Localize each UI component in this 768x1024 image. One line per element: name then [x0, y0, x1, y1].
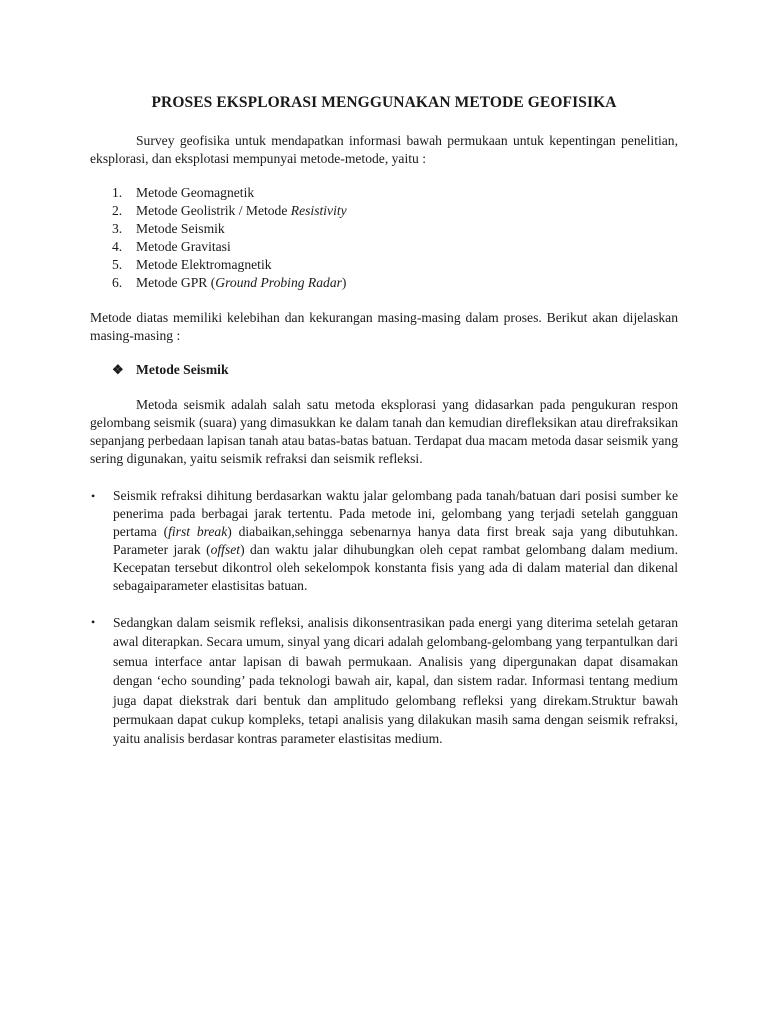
- list-number: 3.: [112, 221, 123, 236]
- diamond-bullet-icon: ❖: [112, 362, 124, 377]
- bullet-dot-icon: •: [91, 615, 96, 629]
- method-label: Metode Gravitasi: [136, 239, 231, 254]
- method-label-italic: Resistivity: [290, 203, 347, 218]
- list-number: 2.: [112, 203, 123, 218]
- section-heading-text: Metode Seismik: [136, 362, 229, 377]
- document-page: [90, 94, 678, 749]
- method-item: [112, 238, 678, 256]
- list-number: 1.: [112, 185, 123, 200]
- method-item: [112, 220, 678, 238]
- method-label: Metode Seismik: [136, 221, 225, 236]
- list-number: 5.: [112, 257, 123, 272]
- method-label: Metode Geomagnetik: [136, 185, 255, 200]
- method-label-suffix: ): [341, 275, 347, 290]
- list-number: 6.: [112, 275, 123, 290]
- document-title: PROSES EKSPLORASI MENGGUNAKAN METODE GEOFISIKA: [151, 94, 617, 111]
- method-item: [112, 202, 678, 220]
- refraksi-italic-1: first break: [168, 524, 228, 539]
- refraksi-text-1: Seismik refraksi dihitung berdasarkan waktu jalar gelombang pada tanah/batuan dari posisi sumber ke penerima pada berbagai jarak tertentu. Pada metode ini, gelombang yang terjadi setelah gangguan pertama (: [113, 488, 678, 539]
- refleksi-text: Sedangkan dalam seismik refleksi, analisis dikonsentrasikan pada energi yang diterima setelah getaran awal diterapkan. Secara umum, sinyal yang dicari adalah gelombang-gelombang yang terpantulkan dari semua interface antar lapisan di bawah permukaan. Analisis yang dipergunakan dapat disamakan dengan ‘echo sounding’ pada teknologi bawah air, kapal, dan sistem radar. Informasi tentang medium juga dapat diekstrak dari bentuk dan amplitudo gelombang refleksi yang direkam.Struktur bawah permukaan dapat cukup kompleks, tetapi analisis yang dilakukan masih sama dengan seismik refraksi, yaitu analisis berdasar kontras parameter elastisitas medium.: [113, 615, 678, 747]
- method-item: [112, 184, 678, 202]
- method-label-italic: Ground Probing Radar: [215, 275, 342, 290]
- bullet-dot-icon: •: [91, 489, 96, 503]
- seismik-paragraph: Metoda seismik adalah salah satu metoda eksplorasi yang didasarkan pada pengukuran respon gelombang seismik (suara) yang dimasukkan ke dalam tanah dan kemudian direfleksikan atau direfraksikan sepanjang perbedaan lapisan tanah atau batas-batas batuan. Terdapat dua macam metoda dasar seismik yang sering digunakan, yaitu seismik refraksi dan seismik refleksi.: [90, 397, 678, 466]
- list-item-refraksi: [90, 487, 678, 595]
- refraksi-text-2: ) diabaikan,sehingga sebenarnya hanya data first break saja yang dibutuhkan. Parameter jarak (: [113, 524, 678, 557]
- method-label: Metode Elektromagnetik: [136, 257, 272, 272]
- after-list-paragraph: Metode diatas memiliki kelebihan dan kekurangan masing-masing dalam proses. Berikut akan dijelaskan masing-masing :: [90, 310, 678, 343]
- methods-list: [90, 184, 678, 292]
- intro-paragraph: Survey geofisika untuk mendapatkan informasi bawah permukaan untuk kepentingan penelitian, eksplorasi, dan eksplotasi mempunyai metode-metode, yaitu :: [90, 133, 678, 166]
- refraksi-text-3: ) dan waktu jalar dihubungkan oleh cepat rambat gelombang dalam medium. Kecepatan tersebut dikontrol oleh sekelompok konstanta fisis yang ada di dalam material dan dikenal sebagaiparameter elastisitas batuan.: [113, 542, 678, 593]
- method-item: [112, 256, 678, 274]
- list-item-refleksi: [90, 613, 678, 749]
- list-number: 4.: [112, 239, 123, 254]
- bullet-list: [90, 487, 678, 749]
- section-heading: [112, 361, 678, 379]
- method-item: [112, 274, 678, 292]
- method-label: Metode Geolistrik / Metode: [136, 203, 291, 218]
- method-label: Metode GPR (: [136, 275, 216, 290]
- refraksi-italic-2: offset: [210, 542, 241, 557]
